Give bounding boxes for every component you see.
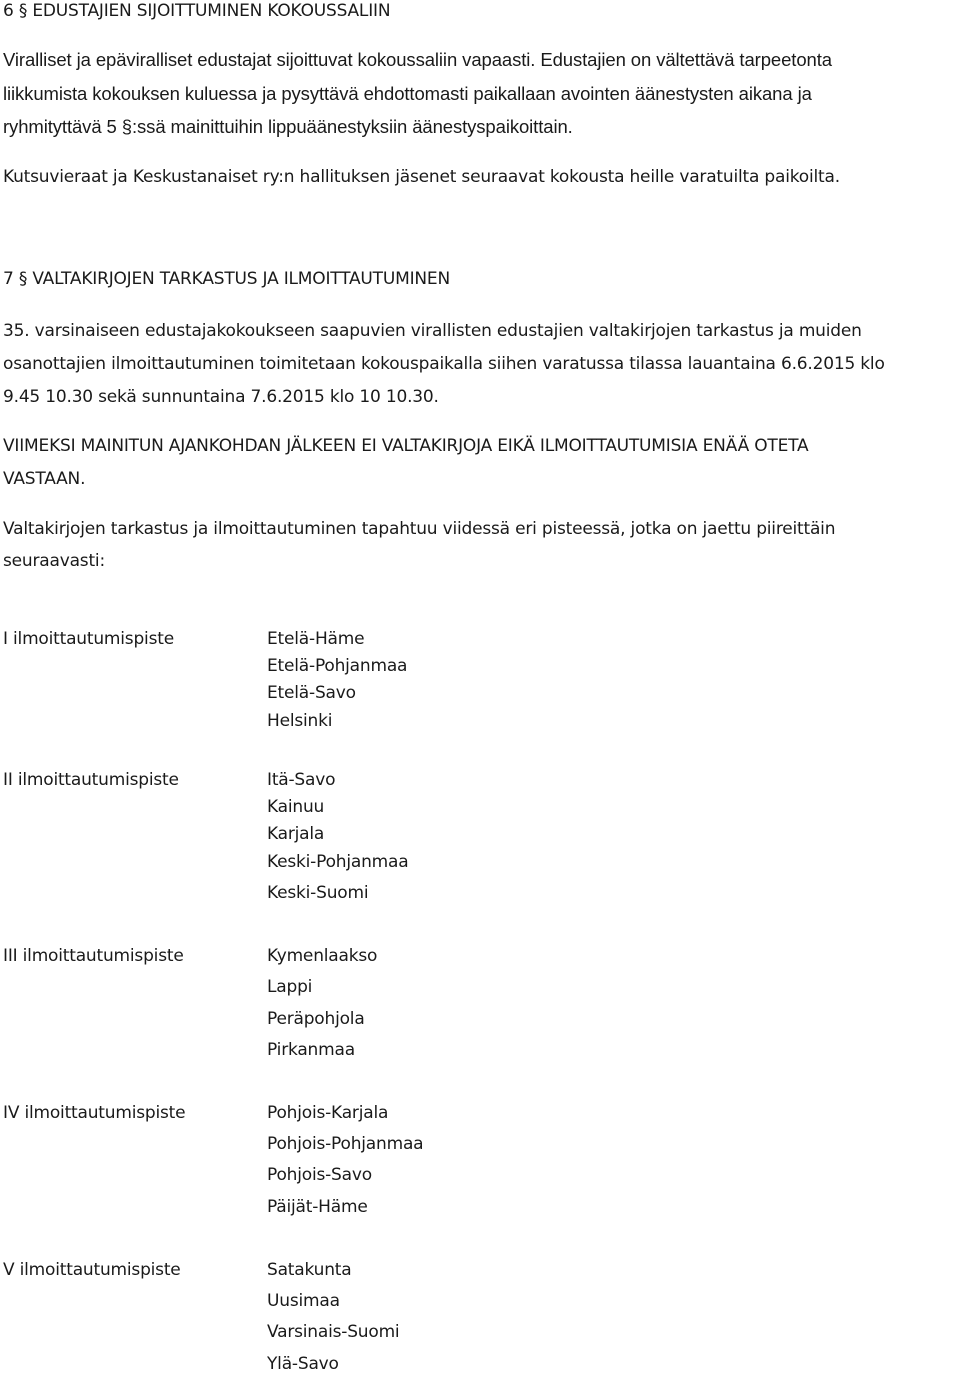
point-1-label: I ilmoittautumispiste: [3, 629, 174, 649]
point-5-label: V ilmoittautumispiste: [3, 1260, 181, 1280]
point-1-district: Helsinki: [267, 711, 333, 731]
point-4-label: IV ilmoittautumispiste: [3, 1103, 186, 1123]
point-2-district: Keski-Pohjanmaa: [267, 852, 409, 872]
section-6-paragraph-2: Kutsuvieraat ja Keskustanaiset ry:n hallituksen jäsenet seuraavat kokousta heille varatuilta paikoilta.: [3, 167, 840, 187]
point-4-district: Päijät-Häme: [267, 1197, 368, 1217]
point-1-district: Etelä-Pohjanmaa: [267, 656, 408, 676]
point-4-district: Pohjois-Pohjanmaa: [267, 1134, 424, 1154]
section-7-paragraph-1-line-3: 9.45 10.30 sekä sunnuntaina 7.6.2015 klo 10 10.30.: [3, 387, 439, 407]
point-3-district: Peräpohjola: [267, 1009, 365, 1029]
point-4-district: Pohjois-Savo: [267, 1165, 372, 1185]
section-7-paragraph-3-line-1: Valtakirjojen tarkastus ja ilmoittautuminen tapahtuu viidessä eri pisteessä, jotka on jaettu piireittäin: [3, 519, 836, 539]
section-6-paragraph-1-line-1: Viralliset ja epäviralliset edustajat sijoittuvat kokoussaliin vapaasti. Edustajien on vältettävä tarpeetonta: [3, 49, 832, 70]
point-2-district: Keski-Suomi: [267, 883, 369, 903]
section-7-paragraph-2-line-2: VASTAAN.: [3, 469, 86, 489]
section-7-paragraph-1-line-2: osanottajien ilmoittautuminen toimitetaan kokouspaikalla siihen varatussa tilassa lauantaina 6.6.2015 klo: [3, 354, 885, 374]
point-5-district: Ylä-Savo: [267, 1354, 339, 1374]
point-4-district: Pohjois-Karjala: [267, 1103, 389, 1123]
point-2-district: Karjala: [267, 824, 325, 844]
section-7-heading: 7 § VALTAKIRJOJEN TARKASTUS JA ILMOITTAUTUMINEN: [3, 269, 450, 289]
point-5-district: Uusimaa: [267, 1291, 340, 1311]
section-6-heading: 6 § EDUSTAJIEN SIJOITTUMINEN KOKOUSSALIIN: [3, 1, 391, 21]
point-1-district: Etelä-Häme: [267, 629, 365, 649]
point-3-district: Lappi: [267, 977, 313, 997]
section-6-paragraph-1-line-2: liikkumista kokouksen kuluessa ja pysyttävä ehdottomasti paikallaan avointen äänestysten aikana ja: [3, 83, 812, 104]
point-3-label: III ilmoittautumispiste: [3, 946, 184, 966]
point-1-district: Etelä-Savo: [267, 683, 356, 703]
point-2-district: Itä-Savo: [267, 770, 336, 790]
point-3-district: Pirkanmaa: [267, 1040, 355, 1060]
point-5-district: Satakunta: [267, 1260, 352, 1280]
section-7-paragraph-2-line-1: VIIMEKSI MAINITUN AJANKOHDAN JÄLKEEN EI VALTAKIRJOJA EIKÄ ILMOITTAUTUMISIA ENÄÄ OTETA: [3, 436, 809, 456]
section-6-paragraph-1-line-3: ryhmityttävä 5 §:ssä mainittuihin lippuäänestyksiin äänestyspaikoittain.: [3, 116, 573, 137]
point-3-district: Kymenlaakso: [267, 946, 378, 966]
section-7-paragraph-1-line-1: 35. varsinaiseen edustajakokoukseen saapuvien virallisten edustajien valtakirjojen tarkastus ja muiden: [3, 321, 862, 341]
point-2-label: II ilmoittautumispiste: [3, 770, 179, 790]
point-2-district: Kainuu: [267, 797, 325, 817]
point-5-district: Varsinais-Suomi: [267, 1322, 400, 1342]
section-7-paragraph-3-line-2: seuraavasti:: [3, 551, 105, 571]
